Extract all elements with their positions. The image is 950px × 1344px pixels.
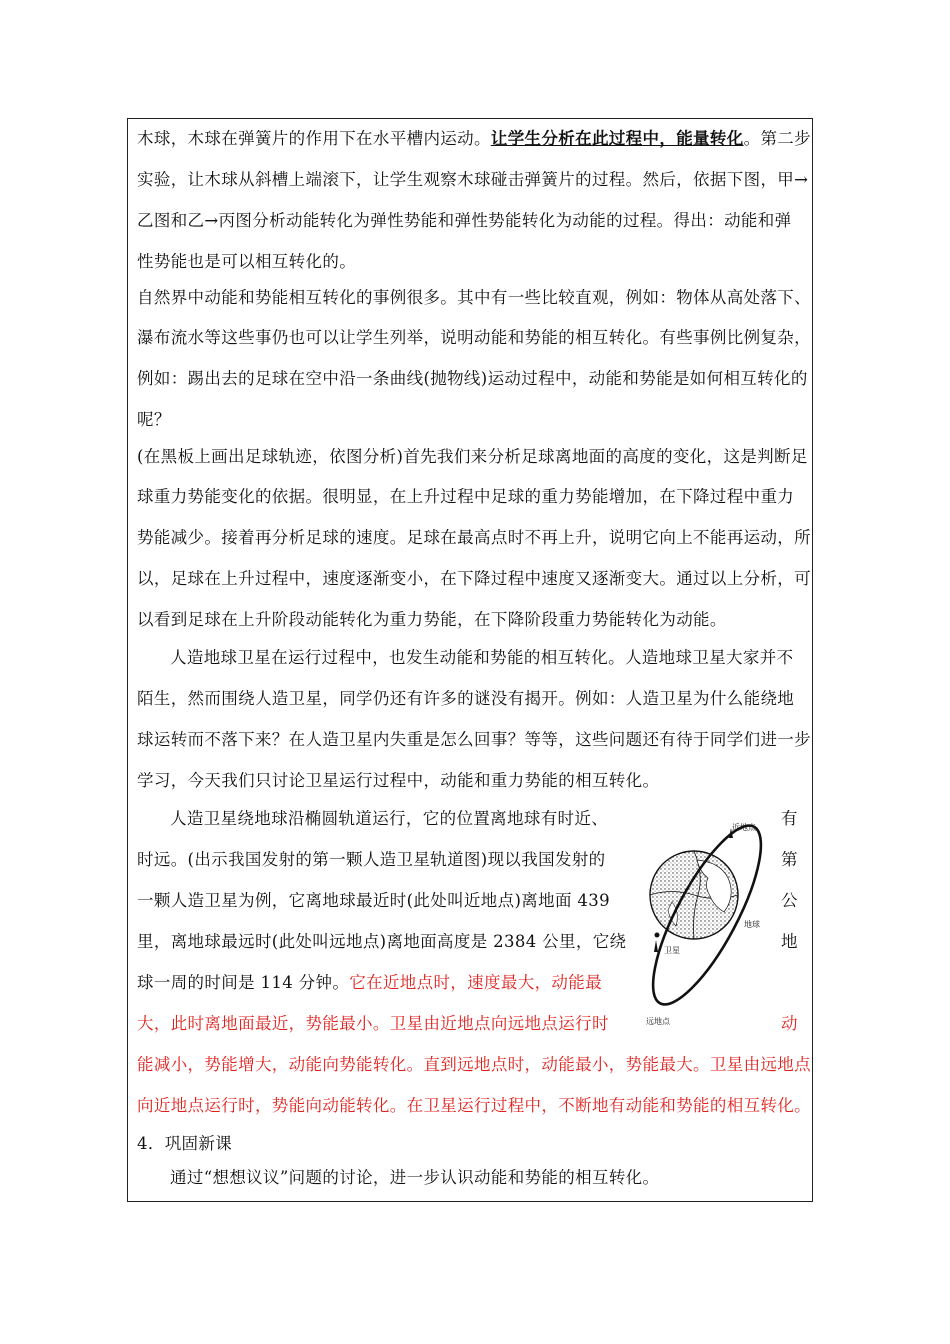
paragraph-line: 实验，让木球从斜槽上端滚下，让学生观察木球碰击弹簧片的过程。然后，依据下图，甲→ [137, 170, 809, 189]
right-column-char: 第 [781, 850, 798, 869]
paragraph-line [137, 128, 811, 150]
earth-globe [650, 851, 738, 939]
text-span: 球一周的时间是 114 分钟。 [137, 973, 350, 992]
paragraph-line: 乙图和乙→丙图分析动能转化为弹性势能和弹性势能转化为动能的过程。得出：动能和弹 [137, 211, 792, 230]
paragraph-line: 向近地点运行时，势能向动能转化。在卫星运行过程中，不断地有动能和势能的相互转化。 [137, 1096, 811, 1115]
paragraph-line: 以看到足球在上升阶段动能转化为重力势能，在下降阶段重力势能转化为动能。 [137, 610, 727, 629]
label-far: 远地点 [646, 1017, 670, 1026]
right-column-char: 动 [781, 1014, 798, 1033]
paragraph-line: 势能减少。接着再分析足球的速度。足球在最高点时不再上升，说明它向上不能再运动，所 [137, 528, 811, 547]
paragraph-line: 自然界中动能和势能相互转化的事例很多。其中有一些比较直观，例如：物体从高处落下、 [137, 288, 811, 307]
text-span: 。第二步 [743, 129, 812, 148]
paragraph-line: 瀑布流水等这些事仍也可以让学生列举，说明动能和势能的相互转化。有些事例比例复杂， [137, 328, 811, 347]
highlight-text: 它在近地点时，速度最大，动能最 [349, 973, 602, 992]
paragraph-line: 里，离地球最远时(此处叫远地点)离地面高度是 2384 公里，它绕 [137, 932, 627, 951]
paragraph-line: 性势能也是可以相互转化的。 [137, 252, 357, 271]
label-near: 近地点 [732, 823, 756, 832]
satellite-orbit-figure [632, 800, 782, 1030]
satellite-icon [655, 933, 660, 938]
paragraph-line [137, 972, 602, 994]
paragraph-line: 以，足球在上升过程中，速度逐渐变小，在下降过程中速度又逐渐变大。通过以上分析，可 [137, 569, 811, 588]
paragraph-line: 时远。(出示我国发射的第一颗人造卫星轨道图)现以我国发射的 [137, 850, 606, 869]
paragraph-line: 陌生，然而围绕人造卫星，同学仍还有许多的谜没有揭开。例如：人造卫星为什么能绕地 [137, 689, 795, 708]
right-column-char: 地 [781, 932, 798, 951]
paragraph-line: (在黑板上画出足球轨迹，依图分析)首先我们来分析足球离地面的高度的变化，这是判断足 [137, 447, 808, 466]
paragraph-line: 学习，今天我们只讨论卫星运行过程中，动能和重力势能的相互转化。 [137, 771, 660, 790]
label-earth: 地球 [744, 920, 760, 929]
paragraph-line: 例如：踢出去的足球在空中沿一条曲线(抛物线)运动过程中，动能和势能是如何相互转化的 [137, 369, 808, 388]
text-span: 木球，木球在弹簧片的作用下在水平槽内运动。 [137, 129, 491, 148]
right-column-char: 公 [781, 891, 798, 910]
section-heading: 4．巩固新课 [137, 1134, 233, 1153]
right-column-char: 有 [781, 809, 798, 828]
paragraph-line: 人造地球卫星在运行过程中，也发生动能和势能的相互转化。人造地球卫星大家并不 [170, 648, 794, 667]
arrow-far-icon [654, 940, 658, 952]
paragraph-line: 一颗人造卫星为例，它离地球最近时(此处叫近地点)离地面 439 [137, 891, 610, 910]
paragraph-line: 能减小，势能增大，动能向势能转化。直到远地点时，动能最小，势能最大。卫星由远地点 [137, 1055, 811, 1074]
emphasis-text: 让学生分析在此过程中，能量转化 [490, 129, 744, 148]
paragraph-line: 球运转而不落下来？在人造卫星内失重是怎么回事？等等，这些问题还有待于同学们进一步 [137, 730, 811, 749]
label-satellite: 卫星 [664, 946, 680, 955]
paragraph-line: 人造卫星绕地球沿椭圆轨道运行，它的位置离地球有时近、 [170, 809, 609, 828]
paragraph-line: 呢？ [137, 410, 171, 429]
paragraph-line: 大，此时离地面最近，势能最小。卫星由近地点向远地点运行时 [137, 1014, 609, 1033]
paragraph-line: 球重力势能变化的依据。很明显，在上升过程中足球的重力势能增加，在下降过程中重力 [137, 487, 795, 506]
paragraph-line: 通过“想想议议”问题的讨论，进一步认识动能和势能的相互转化。 [170, 1168, 660, 1187]
